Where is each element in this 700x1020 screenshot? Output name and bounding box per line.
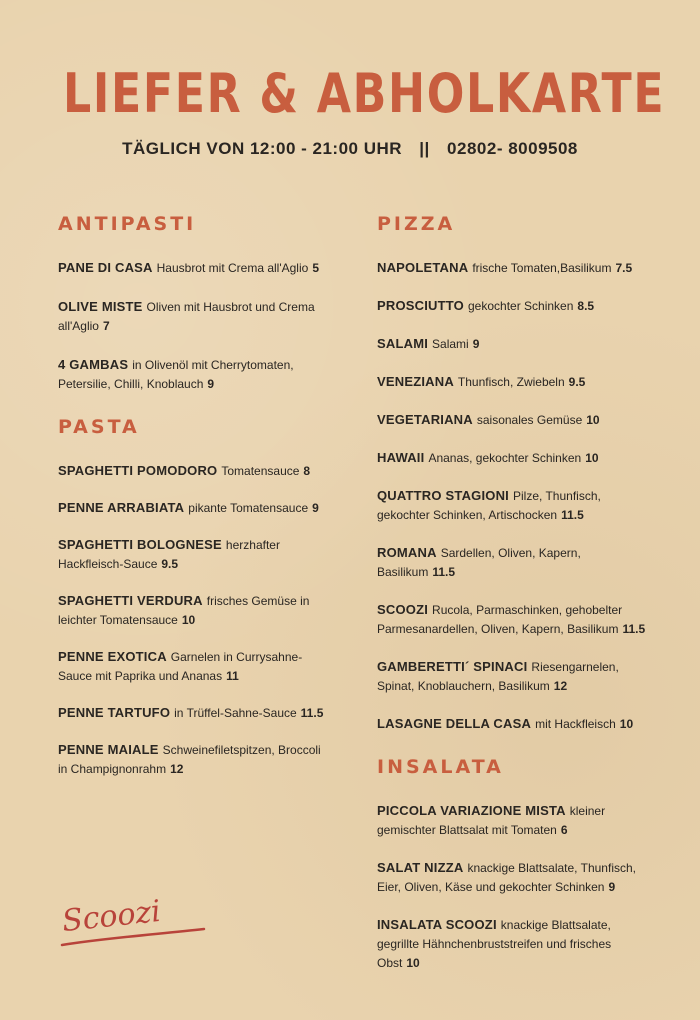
menu-item — [377, 915, 647, 973]
menu-item-price: 9.5 — [161, 557, 179, 571]
menu-item-price: 5 — [312, 261, 319, 275]
menu-item-description: knackige Blattsalate, gegrillte Hähnchenbruststreifen und frisches Obst — [377, 918, 612, 970]
menu-item-description: herzhafter Hackfleisch-Sauce — [58, 538, 280, 571]
menu-item-name: 4 GAMBAS — [58, 357, 129, 372]
menu-item-name: PANE DI CASA — [58, 260, 153, 275]
menu-item-name: SCOOZI — [377, 602, 429, 617]
phone-number[interactable]: 02802- 8009508 — [447, 139, 578, 158]
menu-item-description: in Trüffel-Sahne-Sauce — [174, 706, 297, 720]
menu-item — [58, 740, 328, 779]
opening-hours: TÄGLICH VON 12:00 - 21:00 UHR — [122, 139, 403, 158]
menu-item-name: NAPOLETANA — [377, 260, 469, 275]
menu-item-name: QUATTRO STAGIONI — [377, 488, 509, 503]
menu-item-description: frische Tomaten,Basilikum — [472, 261, 612, 275]
menu-item — [377, 801, 647, 840]
menu-item-description: Rucola, Parmaschinken, gehobelter Parmesanardellen, Oliven, Kapern, Basilikum — [377, 603, 623, 636]
menu-item — [377, 600, 647, 639]
menu-item-price: 8.5 — [577, 299, 595, 313]
logo-text: Scoozi — [60, 893, 163, 940]
menu-item — [58, 535, 328, 574]
menu-item-name: LASAGNE DELLA CASA — [377, 716, 532, 731]
menu-item-price: 8 — [303, 464, 311, 478]
menu-item — [58, 498, 328, 518]
menu-item-description: Oliven mit Hausbrot und Crema all'Aglio — [58, 300, 315, 333]
menu-item-description: Schweinefiletspitzen, Broccoli in Champignonrahm — [58, 743, 321, 776]
menu-item-description: Garnelen in Currysahne-Sauce mit Paprika und Ananas — [58, 650, 303, 683]
section-antipasti — [58, 210, 328, 394]
menu-item — [377, 858, 647, 897]
menu-item — [377, 486, 647, 525]
menu-item — [58, 355, 328, 394]
menu-item-price: 11.5 — [432, 565, 456, 579]
menu-item — [377, 372, 647, 392]
menu-item-description: saisonales Gemüse — [476, 413, 583, 427]
menu-item-name: SALAMI — [377, 336, 429, 351]
menu-item — [58, 703, 328, 723]
menu-item-description: Salami — [432, 337, 469, 351]
menu-item-price: 11.5 — [561, 508, 584, 522]
menu-item-price: 11.5 — [300, 706, 324, 720]
section-insalata — [377, 753, 647, 973]
section-title-antipasti: ANTIPASTI — [58, 213, 197, 235]
menu-item — [377, 448, 647, 468]
menu-item-description: Tomatensauce — [221, 464, 300, 478]
menu-item — [377, 543, 647, 582]
menu-item-description: Hausbrot mit Crema all'Aglio — [156, 261, 309, 275]
menu-item-description: kleiner gemischter Blattsalat mit Tomaten — [377, 804, 606, 837]
section-pizza — [377, 210, 647, 734]
menu-item-description: Sardellen, Oliven, Kapern, Basilikum — [377, 546, 581, 579]
menu-item-description: Thunfisch, Zwiebeln — [457, 375, 565, 389]
menu-item-name: VEGETARIANA — [377, 412, 473, 427]
menu-item-price: 12 — [553, 679, 568, 693]
menu-item-description: Riesengarnelen, Spinat, Knoblauchern, Basilikum — [377, 660, 619, 693]
menu-item-price: 10 — [585, 451, 599, 465]
scoozi-logo — [58, 895, 208, 965]
menu-item-description: Ananas, gekochter Schinken — [428, 451, 582, 465]
menu-item-price: 11 — [226, 669, 239, 683]
left-column — [58, 210, 328, 796]
menu-item-name: SPAGHETTI BOLOGNESE — [58, 537, 222, 552]
menu-item — [377, 410, 647, 430]
menu-item-price: 10 — [619, 717, 634, 731]
menu-item-name: OLIVE MISTE — [58, 299, 143, 314]
menu-item — [377, 334, 647, 354]
menu-item-price: 11.5 — [622, 622, 646, 636]
separator: || — [419, 139, 430, 158]
menu-item-price: 9 — [472, 337, 480, 351]
menu-item-description: Pilze, Thunfisch, gekochter Schinken, Artischocken — [377, 489, 601, 522]
menu-item-price: 9 — [207, 377, 215, 391]
menu-item-name: INSALATA SCOOZI — [377, 917, 497, 932]
menu-item — [58, 647, 328, 686]
menu-item — [58, 258, 328, 278]
menu-item-price: 10 — [406, 956, 420, 970]
menu-item-description: pikante Tomatensauce — [188, 501, 309, 515]
menu-item-name: SPAGHETTI POMODORO — [58, 463, 218, 478]
menu-item-price: 6 — [560, 823, 568, 837]
menu-item — [58, 591, 328, 630]
menu-item-name: PENNE ARRABIATA — [58, 500, 185, 515]
menu-item — [58, 461, 328, 481]
menu-item-name: ROMANA — [377, 545, 437, 560]
section-title-pizza: PIZZA — [377, 213, 456, 235]
menu-item-name: PROSCIUTTO — [377, 298, 464, 313]
menu-item-description: mit Hackfleisch — [535, 717, 616, 731]
menu-item-description: in Olivenöl mit Cherrytomaten, Petersilie, Chilli, Knoblauch — [58, 358, 294, 391]
menu-item-name: HAWAII — [377, 450, 425, 465]
menu-item-description: frisches Gemüse in leichter Tomatensauce — [58, 594, 310, 627]
menu-item-price: 10 — [181, 613, 196, 627]
menu-item-description: knackige Blattsalate, Thunfisch, Eier, Oliven, Käse und gekochter Schinken — [377, 861, 636, 894]
menu-item-name: GAMBERETTI´ SPINACI — [377, 659, 528, 674]
section-pasta — [58, 413, 328, 779]
menu-item-price: 9.5 — [568, 375, 586, 389]
menu-item-price: 12 — [170, 762, 184, 776]
menu-item-description: gekochter Schinken — [468, 299, 574, 313]
menu-item — [377, 714, 647, 734]
menu-item-price: 7.5 — [615, 261, 633, 275]
page-title: LIEFER & ABHOLKARTE — [63, 62, 666, 125]
menu-item-name: PENNE MAIALE — [58, 742, 159, 757]
section-title-insalata: INSALATA — [377, 756, 504, 778]
opening-hours-line — [0, 139, 700, 159]
menu-item-name: SALAT NIZZA — [377, 860, 464, 875]
menu-item-price: 9 — [312, 501, 319, 515]
menu-item-name: VENEZIANA — [377, 374, 454, 389]
menu-item-name: PENNE TARTUFO — [58, 705, 171, 720]
menu-item-name: SPAGHETTI VERDURA — [58, 593, 203, 608]
menu-item-price: 10 — [586, 413, 600, 427]
section-title-pasta: PASTA — [58, 416, 140, 438]
menu-item-name: PICCOLA VARIAZIONE MISTA — [377, 803, 566, 818]
menu-item-price: 7 — [102, 319, 110, 333]
menu-item-name: PENNE EXOTICA — [58, 649, 167, 664]
menu-item — [58, 297, 328, 336]
menu-item — [377, 258, 647, 278]
menu-item — [377, 296, 647, 316]
menu-item — [377, 657, 647, 696]
menu-item-price: 9 — [608, 880, 616, 894]
right-column — [377, 210, 647, 991]
